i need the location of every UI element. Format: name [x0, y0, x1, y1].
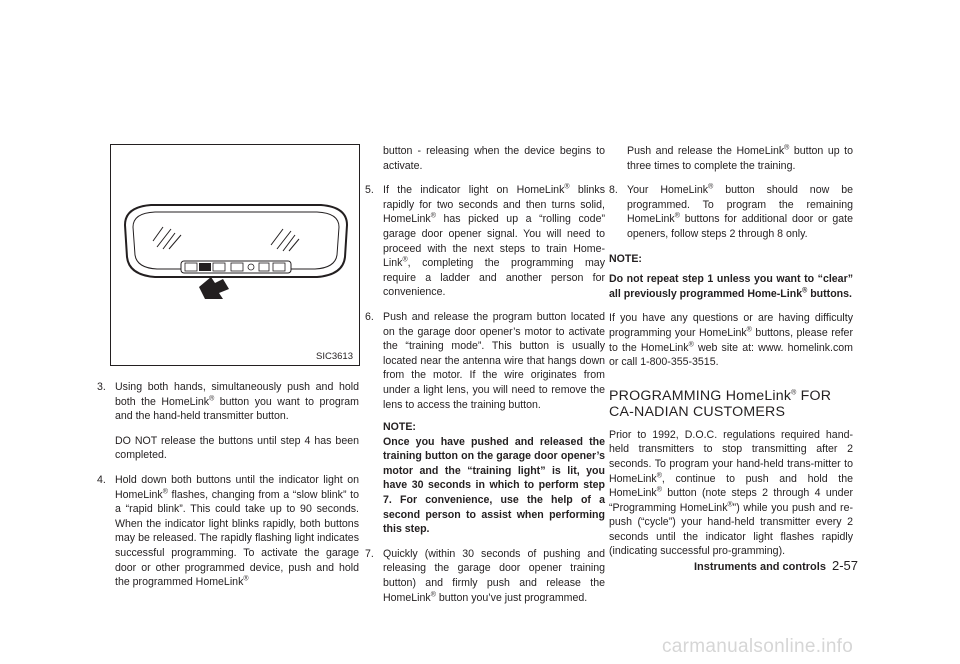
step-number: 3. — [97, 381, 106, 393]
step-number: 5. — [365, 184, 374, 197]
note-label: NOTE: — [609, 252, 642, 265]
step-7: 7. Quickly (within 30 seconds of pushing and releasing the garage door opener training button) and firmly push and release the HomeLink® button you’ve just programmed. — [365, 547, 605, 604]
step-text: Push and release the program button located on the garage door opener’s motor to activate the “training mode”. This button is usually located near the antenna wire that hangs down from the motor. If the wire originates from under a light lens, you will need to remove the lens to access the training button. — [383, 310, 605, 411]
arrow-icon — [199, 277, 229, 299]
step-text: button - releasing when the device begins to activate. — [383, 145, 605, 172]
rearview-mirror-illustration — [111, 145, 361, 367]
step-number: 8. — [609, 184, 618, 197]
column-3 — [609, 144, 853, 569]
step-6 — [365, 310, 605, 537]
column-2 — [365, 144, 605, 615]
step-8: 8. Your HomeLink® button should now be programmed. To program the remaining HomeLink® buttons for additional door or gate openers, follow steps 2 through 8 only. — [609, 183, 853, 240]
section-name: Instruments and controls — [693, 561, 826, 573]
step-3: 3. Using both hands, simultaneously push and hold both the HomeLink® button you want to program and the hand-held transmitter button. DO NOT release the buttons until step 4 has been completed. — [97, 381, 359, 462]
step-number: 4. — [97, 473, 106, 486]
step-text: Using both hands, simultaneously push and hold both the HomeLink — [115, 381, 359, 408]
page-number: 2-57 — [831, 558, 858, 573]
step-number: 6. — [365, 310, 374, 323]
figure-code: SIC3613 — [316, 351, 353, 362]
questions-paragraph: If you have any questions or are having difficulty programming your HomeLink® buttons, please refer to the HomeLink® web site at: www. homelink.com or call 1-800-355-3515. — [609, 312, 853, 369]
page-footer — [628, 558, 858, 573]
note-text: Do not repeat step 1 unless you want to “clear” all previously programmed Home-Link® buttons. — [609, 273, 853, 300]
note-text: Once you have pushed and released the training button on the garage door opener’s motor and the “training light” is lit, you have 30 seconds in which to perform step 7. For convenience, use the help of a second person to assist when performing this step. — [383, 435, 605, 536]
step-5: 5. If the indicator light on HomeLink® blinks rapidly for two seconds and then turns solid, HomeLink® has picked up a “rolling code” garage door opener signal. You will need to proceed with the next steps to train Home-Link®, completing the programming may require a ladder and another person for convenience. — [365, 183, 605, 299]
mirror-figure — [110, 144, 360, 366]
note-label: NOTE: — [383, 421, 416, 434]
step-number: 7. — [365, 547, 374, 560]
section-heading: PROGRAMMING HomeLink® FOR CA-NADIAN CUSTOMERS — [609, 387, 832, 420]
step-4: 4. Hold down both buttons until the indicator light on HomeLink® flashes, changing from a “slow blink” to a “rapid blink”. This could take up to 90 seconds. When the indicator light blinks rapidly, both buttons may be released. The rapidly flashing light indicates successful programming. To activate the garage door or other programmed device, push and hold the programmed HomeLink® — [97, 473, 359, 589]
step-7-continued: Push and release the HomeLink® button up to three times to complete the training. — [627, 144, 853, 172]
column-1 — [97, 380, 359, 600]
step-text: Hold down both buttons until the indicator light on HomeLink — [115, 473, 359, 501]
watermark: carmanualsonline.info — [662, 636, 854, 657]
step-4-continued — [365, 144, 605, 173]
canadian-paragraph: Prior to 1992, D.O.C. regulations required hand-held transmitters to stop transmitting after 2 seconds. To program your hand-held trans-mitter to HomeLink®, continue to push and hold the HomeLink® button (note steps 2 through 4 under “Programming HomeLink®”) while you push and re-push (“cycle”) your hand-held transmitter every 2 seconds until the indicator light flashes rapidly (indicating successful pro-gramming). — [609, 428, 853, 558]
step-3-warning: DO NOT release the buttons until step 4 has been completed. — [115, 434, 359, 462]
